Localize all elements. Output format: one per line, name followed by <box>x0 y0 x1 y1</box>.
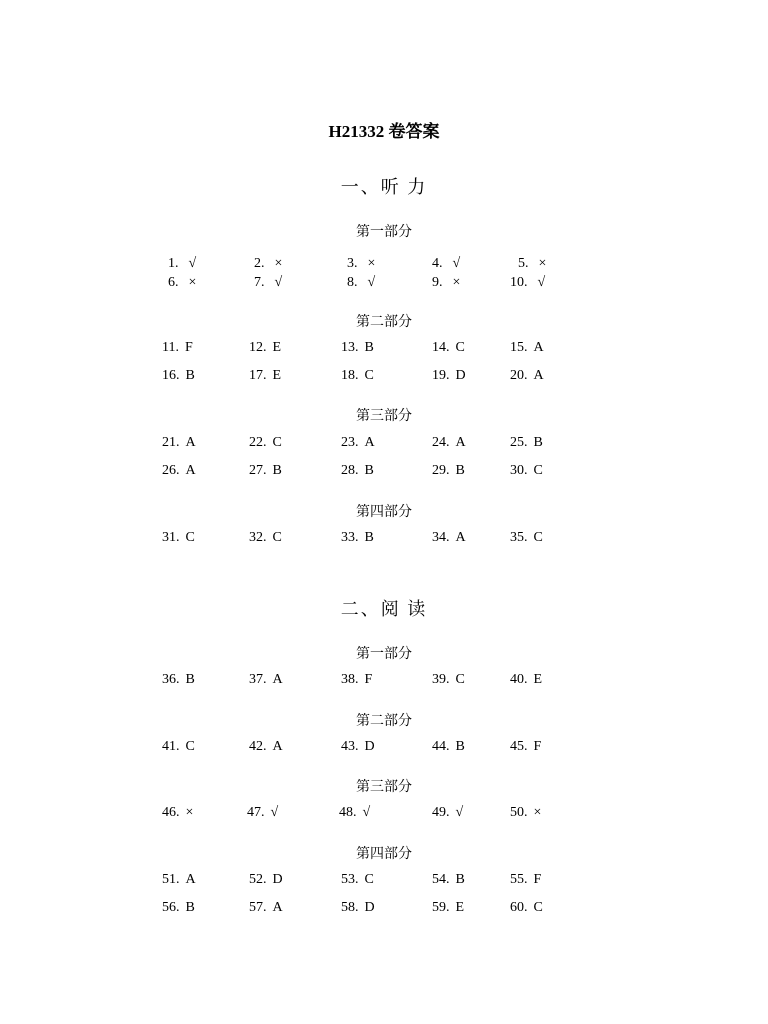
page-title: H21332 卷答案 <box>328 122 440 141</box>
section-heading-listening: 一、听 力 <box>340 177 428 197</box>
answer-row <box>0 435 768 455</box>
answer-item: 39. C <box>432 672 465 687</box>
answer-item: 10. √ <box>510 275 546 290</box>
answer-item: 33. B <box>341 530 374 545</box>
answer-item: 25. B <box>510 435 543 450</box>
answer-item: 47. √ <box>247 805 279 820</box>
answer-item: 16. B <box>162 368 195 383</box>
part-label: 第三部分 <box>356 409 412 424</box>
answer-item: 24. A <box>432 435 466 450</box>
answer-item: 32. C <box>249 530 282 545</box>
answer-item: 37. A <box>249 672 283 687</box>
section-heading-reading: 二、阅 读 <box>340 599 428 619</box>
answer-row <box>0 739 768 759</box>
answer-item: 8. √ <box>347 275 376 290</box>
answer-row <box>0 256 768 276</box>
answer-item: 14. C <box>432 340 465 355</box>
part-label: 第一部分 <box>356 225 412 240</box>
answer-item: 41. C <box>162 739 195 754</box>
answer-item: 5. × <box>518 256 547 271</box>
answer-item: 36. B <box>162 672 195 687</box>
answer-item: 7. √ <box>254 275 283 290</box>
answer-item: 9. × <box>432 275 461 290</box>
answer-row <box>0 872 768 892</box>
answer-item: 53. C <box>341 872 374 887</box>
answer-item: 18. C <box>341 368 374 383</box>
answer-row <box>0 340 768 360</box>
answer-item: 1. √ <box>168 256 197 271</box>
answer-item: 60. C <box>510 900 543 915</box>
answer-item: 13. B <box>341 340 374 355</box>
answer-item: 23. A <box>341 435 375 450</box>
answer-item: 51. A <box>162 872 196 887</box>
answer-row <box>0 805 768 825</box>
answer-item: 21. A <box>162 435 196 450</box>
answer-item: 29. B <box>432 463 465 478</box>
answer-item: 55. F <box>510 872 542 887</box>
answer-item: 22. C <box>249 435 282 450</box>
answer-item: 26. A <box>162 463 196 478</box>
answer-item: 59. E <box>432 900 465 915</box>
answer-row <box>0 368 768 388</box>
answer-item: 52. D <box>249 872 283 887</box>
answer-item: 34. A <box>432 530 466 545</box>
answer-row <box>0 672 768 692</box>
answer-item: 11. F <box>162 340 193 355</box>
answer-item: 56. B <box>162 900 195 915</box>
answer-item: 12. E <box>249 340 282 355</box>
part-label: 第四部分 <box>356 505 412 520</box>
answer-item: 46. × <box>162 805 194 820</box>
answer-row <box>0 530 768 550</box>
answer-item: 42. A <box>249 739 283 754</box>
part-label: 第一部分 <box>356 647 412 662</box>
part-label: 第二部分 <box>356 315 412 330</box>
answer-item: 40. E <box>510 672 543 687</box>
answer-row <box>0 900 768 920</box>
answer-item: 54. B <box>432 872 465 887</box>
answer-item: 45. F <box>510 739 542 754</box>
answer-item: 48. √ <box>339 805 371 820</box>
answer-item: 58. D <box>341 900 375 915</box>
answer-item: 20. A <box>510 368 544 383</box>
answer-item: 50. × <box>510 805 542 820</box>
answer-item: 28. B <box>341 463 374 478</box>
answer-item: 38. F <box>341 672 373 687</box>
answer-item: 2. × <box>254 256 283 271</box>
answer-item: 35. C <box>510 530 543 545</box>
answer-item: 17. E <box>249 368 282 383</box>
answer-item: 43. D <box>341 739 375 754</box>
answer-item: 15. A <box>510 340 544 355</box>
answer-item: 49. √ <box>432 805 464 820</box>
answer-item: 31. C <box>162 530 195 545</box>
part-label: 第二部分 <box>356 714 412 729</box>
part-label: 第四部分 <box>356 847 412 862</box>
answer-row <box>0 463 768 483</box>
part-label: 第三部分 <box>356 780 412 795</box>
answer-row <box>0 275 768 295</box>
answer-item: 6. × <box>168 275 197 290</box>
answer-item: 3. × <box>347 256 376 271</box>
answer-item: 30. C <box>510 463 543 478</box>
answer-item: 57. A <box>249 900 283 915</box>
answer-item: 44. B <box>432 739 465 754</box>
answer-item: 27. B <box>249 463 282 478</box>
answer-item: 4. √ <box>432 256 461 271</box>
answer-item: 19. D <box>432 368 466 383</box>
